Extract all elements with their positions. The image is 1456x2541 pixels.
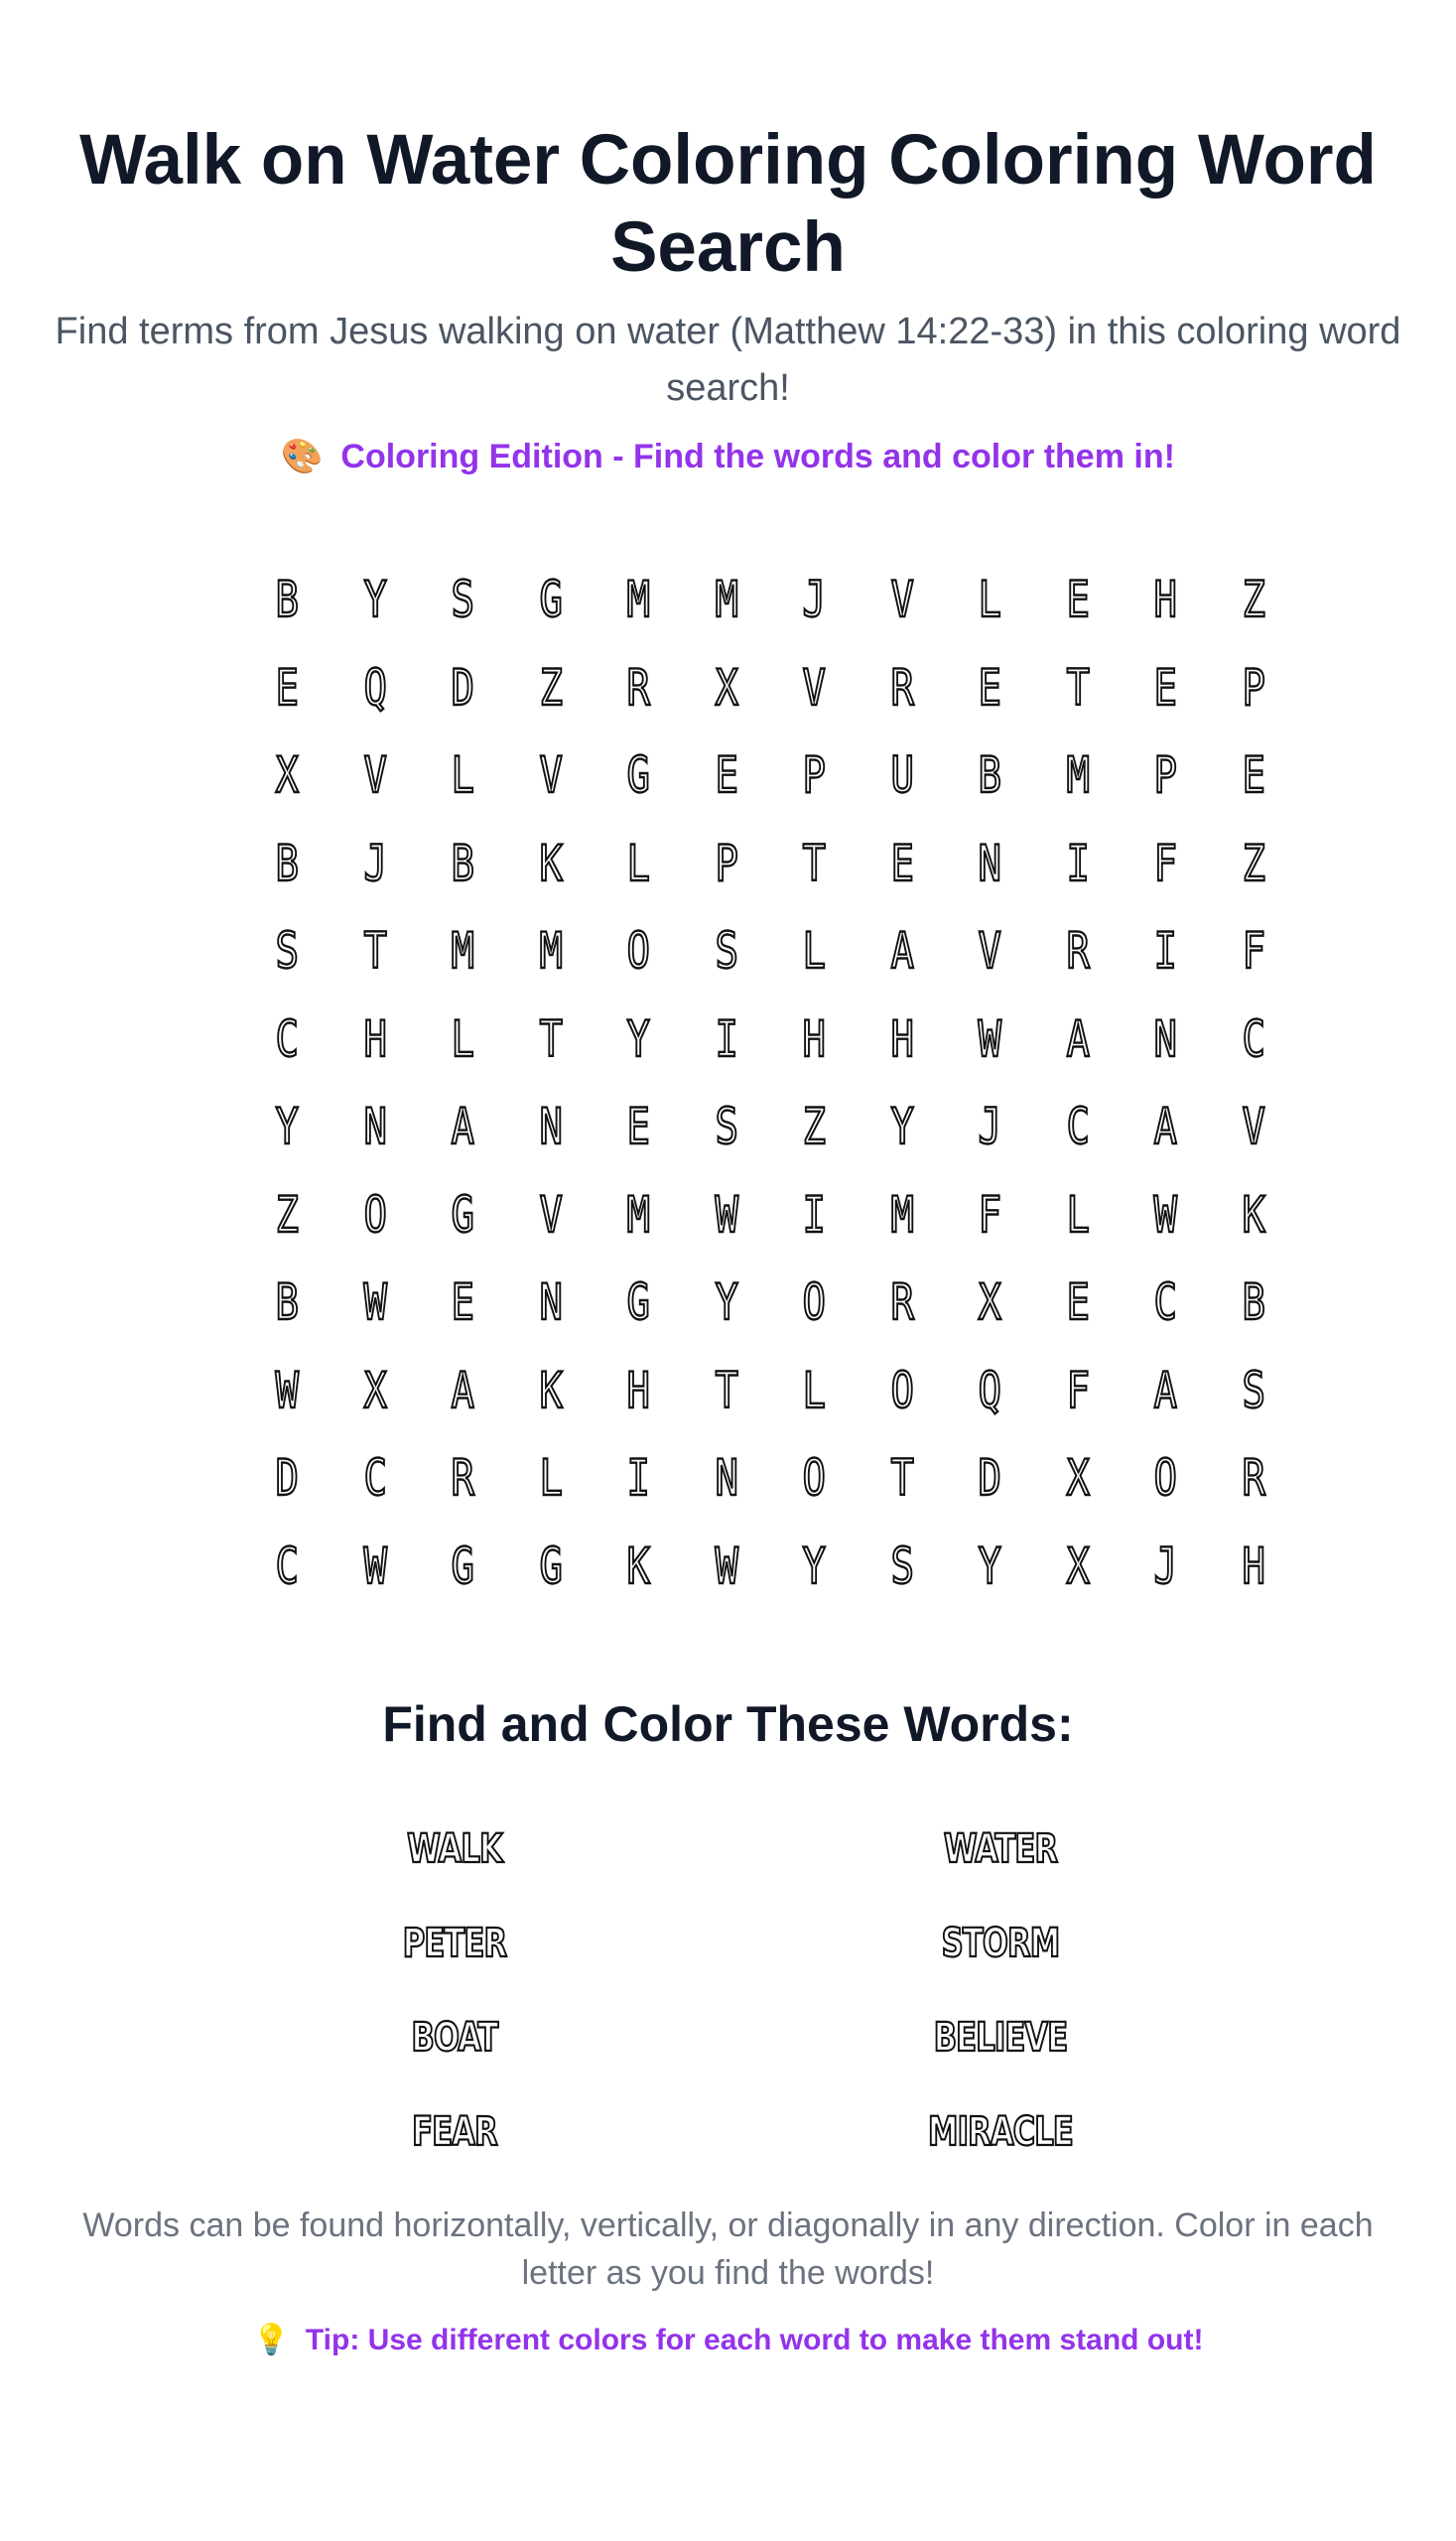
grid-letter[interactable]: A xyxy=(451,1361,474,1419)
grid-letter[interactable]: P xyxy=(715,834,738,892)
tip-text: Tip: Use different colors for each word to make them stand out! xyxy=(305,2324,1204,2356)
grid-letter[interactable]: Y xyxy=(626,1009,650,1068)
grid-letter[interactable]: M xyxy=(626,1185,650,1244)
grid-letter[interactable]: M xyxy=(626,571,650,629)
grid-letter[interactable]: J xyxy=(363,834,387,892)
grid-letter[interactable]: S xyxy=(715,922,738,981)
grid-letter[interactable]: Y xyxy=(275,1098,299,1156)
grid-letter[interactable]: H xyxy=(1153,571,1177,629)
grid-letter[interactable]: X xyxy=(978,1273,1001,1332)
grid-letter[interactable]: B xyxy=(978,746,1001,805)
grid-letter[interactable]: A xyxy=(1066,1009,1090,1068)
grid-letter[interactable]: T xyxy=(1066,658,1090,717)
edition-text: Coloring Edition - Find the words and color them in! xyxy=(340,438,1175,475)
grid-letter[interactable]: E xyxy=(978,658,1001,717)
edition-banner xyxy=(0,433,1456,480)
grid-letter[interactable]: Z xyxy=(275,1185,299,1244)
grid-letter[interactable]: I xyxy=(626,1449,650,1508)
grid-letter[interactable]: W xyxy=(363,1273,387,1332)
grid-letter[interactable]: A xyxy=(890,922,914,981)
grid-letter[interactable]: F xyxy=(1153,834,1177,892)
grid-letter[interactable]: C xyxy=(275,1537,299,1595)
grid-letter[interactable]: X xyxy=(363,1361,387,1419)
grid-letter[interactable]: R xyxy=(1242,1449,1265,1508)
grid-letter[interactable]: N xyxy=(363,1098,387,1156)
grid-letter[interactable]: J xyxy=(1153,1537,1177,1595)
grid-letter[interactable]: N xyxy=(978,834,1001,892)
grid-letter[interactable]: W xyxy=(715,1185,738,1244)
grid-letter[interactable]: E xyxy=(1066,1273,1090,1332)
grid-letter[interactable]: Y xyxy=(802,1537,826,1595)
grid-letter[interactable]: C xyxy=(1066,1098,1090,1156)
grid-letter[interactable]: K xyxy=(626,1537,650,1595)
grid-letter[interactable]: C xyxy=(363,1449,387,1508)
grid-letter[interactable]: P xyxy=(1242,658,1265,717)
grid-letter[interactable]: L xyxy=(802,1361,826,1419)
grid-letter[interactable]: P xyxy=(1153,746,1177,805)
grid-letter[interactable]: U xyxy=(890,746,914,805)
grid-letter[interactable]: C xyxy=(1242,1009,1265,1068)
grid-letter[interactable]: J xyxy=(802,571,826,629)
grid-letter[interactable]: W xyxy=(715,1537,738,1595)
grid-letter[interactable]: N xyxy=(1153,1009,1177,1068)
grid-letter[interactable]: Y xyxy=(363,571,387,629)
lightbulb-icon: 💡 xyxy=(252,2324,290,2356)
grid-letter[interactable]: E xyxy=(451,1273,474,1332)
grid-letter[interactable]: C xyxy=(1153,1273,1177,1332)
word-list-item[interactable]: WALK xyxy=(407,1825,502,1872)
grid-letter[interactable]: G xyxy=(539,571,563,629)
grid-letter[interactable]: V xyxy=(1242,1098,1265,1156)
grid-letter[interactable]: K xyxy=(1242,1185,1265,1244)
grid-letter[interactable]: Z xyxy=(1242,571,1265,629)
grid-letter[interactable]: I xyxy=(1153,922,1177,981)
grid-letter[interactable]: S xyxy=(715,1098,738,1156)
grid-letter[interactable]: G xyxy=(626,746,650,805)
grid-letter[interactable]: B xyxy=(1242,1273,1265,1332)
grid-letter[interactable]: T xyxy=(715,1361,738,1419)
grid-letter[interactable]: S xyxy=(1242,1361,1265,1419)
grid-letter[interactable]: B xyxy=(275,834,299,892)
grid-letter[interactable]: B xyxy=(451,834,474,892)
grid-letter[interactable]: H xyxy=(626,1361,650,1419)
grid-letter[interactable]: W xyxy=(1153,1185,1177,1244)
grid-letter[interactable]: D xyxy=(451,658,474,717)
palette-icon: 🎨 xyxy=(281,438,324,475)
grid-letter[interactable]: Y xyxy=(715,1273,738,1332)
grid-letter[interactable]: L xyxy=(539,1449,563,1508)
instructions-text: Words can be found horizontally, vertically, or diagonally in any direction. Color in each letter as you find the words! xyxy=(82,2207,1374,2292)
word-list-item[interactable]: BELIEVE xyxy=(933,2014,1068,2061)
grid-letter[interactable]: W xyxy=(978,1009,1001,1068)
grid-letter[interactable]: S xyxy=(275,922,299,981)
grid-letter[interactable]: V xyxy=(539,746,563,805)
grid-letter[interactable]: S xyxy=(890,1537,914,1595)
word-list xyxy=(182,1802,1273,2179)
grid-letter[interactable]: Q xyxy=(978,1361,1001,1419)
page-subtitle: Find terms from Jesus walking on water (Matthew 14:22-33) in this coloring word search! xyxy=(55,311,1401,409)
grid-letter[interactable]: W xyxy=(275,1361,299,1419)
grid-letter[interactable]: V xyxy=(802,658,826,717)
grid-letter[interactable]: J xyxy=(978,1098,1001,1156)
grid-letter[interactable]: E xyxy=(715,746,738,805)
grid-letter[interactable]: Z xyxy=(1242,834,1265,892)
grid-letter[interactable]: V xyxy=(890,571,914,629)
grid-letter[interactable]: O xyxy=(802,1273,826,1332)
grid-letter[interactable]: L xyxy=(451,746,474,805)
word-list-heading: Find and Color These Words: xyxy=(382,1696,1074,1752)
grid-letter[interactable]: X xyxy=(1066,1537,1090,1595)
grid-letter[interactable]: R xyxy=(626,658,650,717)
tip-banner xyxy=(0,2319,1456,2362)
grid-letter[interactable]: H xyxy=(890,1009,914,1068)
grid-letter[interactable]: K xyxy=(539,1361,563,1419)
grid-letter[interactable]: I xyxy=(1066,834,1090,892)
grid-letter[interactable]: F xyxy=(1066,1361,1090,1419)
grid-letter[interactable]: I xyxy=(715,1009,738,1068)
grid-letter[interactable]: E xyxy=(1153,658,1177,717)
word-list-item[interactable]: BOAT xyxy=(411,2014,498,2061)
grid-letter[interactable]: L xyxy=(978,571,1001,629)
grid-letter[interactable]: Y xyxy=(890,1098,914,1156)
grid-letter[interactable]: L xyxy=(451,1009,474,1068)
grid-letter[interactable]: F xyxy=(978,1185,1001,1244)
grid-letter[interactable]: T xyxy=(539,1009,563,1068)
grid-letter[interactable]: H xyxy=(1242,1537,1265,1595)
grid-letter[interactable]: I xyxy=(802,1185,826,1244)
grid-letter[interactable]: O xyxy=(363,1185,387,1244)
grid-letter[interactable]: B xyxy=(275,1273,299,1332)
word-list-item[interactable]: MIRACLE xyxy=(928,2108,1073,2155)
grid-letter[interactable]: O xyxy=(1153,1449,1177,1508)
grid-letter[interactable]: E xyxy=(1066,571,1090,629)
grid-letter[interactable]: H xyxy=(363,1009,387,1068)
grid-letter[interactable]: M xyxy=(715,571,738,629)
grid-letter[interactable]: M xyxy=(451,922,474,981)
grid-letter[interactable]: G xyxy=(451,1537,474,1595)
grid-letter[interactable]: X xyxy=(715,658,738,717)
word-list-item[interactable]: PETER xyxy=(402,1920,507,1966)
grid-letter[interactable]: N xyxy=(715,1449,738,1508)
grid-letter[interactable]: G xyxy=(626,1273,650,1332)
grid-letter[interactable]: L xyxy=(1066,1185,1090,1244)
grid-letter[interactable]: R xyxy=(1066,922,1090,981)
grid-letter[interactable]: P xyxy=(802,746,826,805)
grid-letter[interactable]: C xyxy=(275,1009,299,1068)
grid-letter[interactable]: H xyxy=(802,1009,826,1068)
grid-letter[interactable]: Q xyxy=(363,658,387,717)
grid-letter[interactable]: G xyxy=(539,1537,563,1595)
grid-letter[interactable]: O xyxy=(802,1449,826,1508)
grid-letter[interactable]: G xyxy=(451,1185,474,1244)
grid-letter[interactable]: A xyxy=(451,1098,474,1156)
grid-letter[interactable]: O xyxy=(890,1361,914,1419)
grid-letter[interactable]: T xyxy=(802,834,826,892)
grid-letter[interactable]: V xyxy=(363,746,387,805)
grid-letter[interactable]: M xyxy=(890,1185,914,1244)
word-list-item[interactable]: FEAR xyxy=(412,2108,497,2155)
grid-letter[interactable]: B xyxy=(275,571,299,629)
grid-letter[interactable]: D xyxy=(978,1449,1001,1508)
grid-letter[interactable]: E xyxy=(275,658,299,717)
grid-letter[interactable]: L xyxy=(802,922,826,981)
grid-letter[interactable]: A xyxy=(1153,1361,1177,1419)
grid-letter[interactable]: V xyxy=(978,922,1001,981)
grid-letter[interactable]: M xyxy=(1066,746,1090,805)
grid-letter[interactable]: R xyxy=(890,658,914,717)
grid-letter[interactable]: E xyxy=(890,834,914,892)
grid-letter[interactable]: N xyxy=(539,1273,563,1332)
grid-letter[interactable]: E xyxy=(626,1098,650,1156)
grid-letter[interactable]: Z xyxy=(802,1098,826,1156)
grid-letter[interactable]: T xyxy=(363,922,387,981)
grid-letter[interactable]: L xyxy=(626,834,650,892)
grid-letter[interactable]: A xyxy=(1153,1098,1177,1156)
grid-letter[interactable]: X xyxy=(275,746,299,805)
grid-letter[interactable]: V xyxy=(539,1185,563,1244)
grid-letter[interactable]: R xyxy=(890,1273,914,1332)
grid-letter[interactable]: Z xyxy=(539,658,563,717)
grid-letter[interactable]: T xyxy=(890,1449,914,1508)
grid-letter[interactable]: X xyxy=(1066,1449,1090,1508)
grid-letter[interactable]: W xyxy=(363,1537,387,1595)
grid-letter[interactable]: M xyxy=(539,922,563,981)
grid-letter[interactable]: R xyxy=(451,1449,474,1508)
grid-letter[interactable]: O xyxy=(626,922,650,981)
grid-letter[interactable]: D xyxy=(275,1449,299,1508)
grid-letter[interactable]: K xyxy=(539,834,563,892)
grid-letter[interactable]: Y xyxy=(978,1537,1001,1595)
page-title: Walk on Water Coloring Coloring Word Search xyxy=(79,121,1377,287)
word-list-item[interactable]: STORM xyxy=(941,1920,1060,1966)
grid-letter[interactable]: F xyxy=(1242,922,1265,981)
grid-letter[interactable]: N xyxy=(539,1098,563,1156)
word-search-grid xyxy=(243,556,1265,1610)
word-list-item[interactable]: WATER xyxy=(943,1825,1058,1872)
grid-letter[interactable]: E xyxy=(1242,746,1265,805)
grid-letter[interactable]: S xyxy=(451,571,474,629)
